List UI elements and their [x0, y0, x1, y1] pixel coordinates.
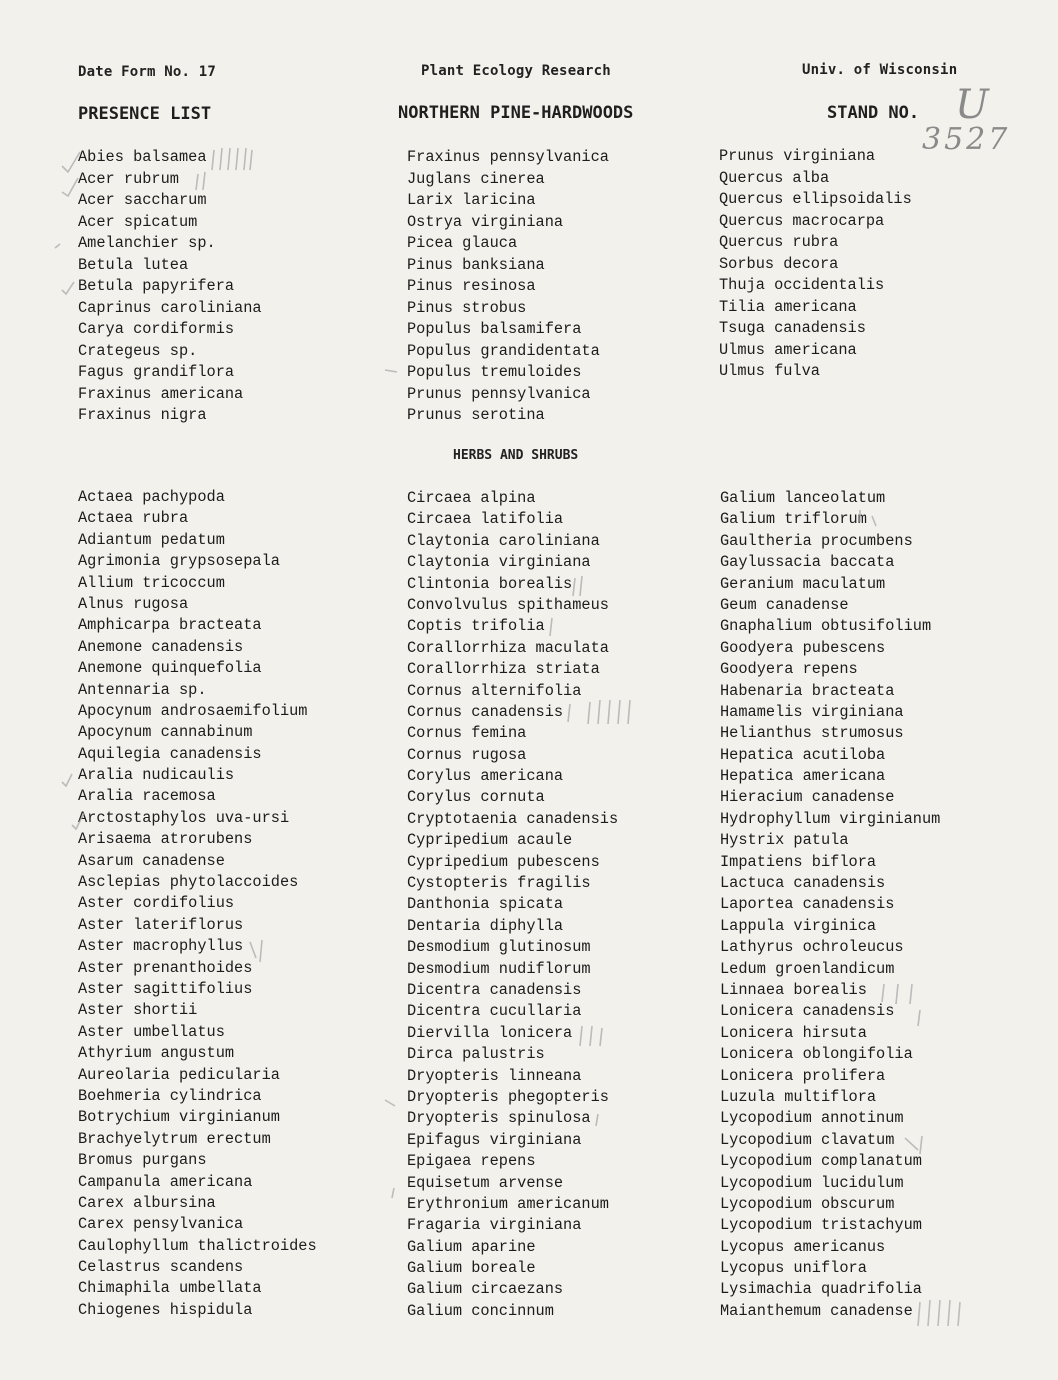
species-item: Aster prenanthoides [78, 958, 253, 977]
species-item: Corylus cornuta [407, 788, 545, 807]
species-item: Aster lateriflorus [78, 915, 244, 934]
species-item: Dryopteris phegopteris [407, 1087, 609, 1106]
species-item: Danthonia spicata [407, 895, 564, 914]
species-item: Aquilegia canadensis [78, 744, 262, 763]
species-item: Brachyelytrum erectum [78, 1129, 271, 1148]
species-item: Galium aparine [407, 1237, 536, 1256]
species-item: Galium lanceolatum [720, 489, 886, 507]
species-item: Picea glauca [407, 234, 518, 252]
species-item: Epigaea repens [407, 1152, 536, 1171]
handwritten-stand-letter: U [955, 82, 989, 128]
species-item: Fragaria virginiana [407, 1216, 582, 1235]
species-item: Lonicera canadensis [720, 1002, 895, 1021]
species-item: Claytonia caroliniana [407, 531, 600, 550]
species-item: Pinus resinosa [407, 277, 536, 295]
species-item: Corallorrhiza striata [407, 660, 600, 679]
species-item: Chiogenes hispidula [78, 1300, 253, 1319]
species-item: Galium concinnum [407, 1301, 554, 1320]
species-item: Erythronium americanum [407, 1194, 609, 1213]
species-item: Alnus rugosa [78, 594, 189, 613]
species-item: Acer spicatum [78, 212, 198, 231]
species-item: Cornus femina [407, 724, 527, 743]
species-item: Laportea canadensis [720, 895, 895, 914]
species-item: Helianthus strumosus [720, 724, 904, 743]
species-item: Aster shortii [78, 1001, 198, 1020]
species-item: Circaea latifolia [407, 510, 564, 529]
species-item: Ledum groenlandicum [720, 959, 895, 978]
form-number: Date Form No. 17 [78, 64, 217, 80]
species-item: Fraxinus nigra [78, 406, 207, 424]
species-item: Gaultheria procumbens [720, 531, 913, 550]
species-item: Fraxinus americana [78, 384, 244, 403]
species-item: Arisaema atrorubens [78, 830, 253, 849]
species-item: Lycopodium annotinum [720, 1109, 904, 1128]
species-item: Cornus alternifolia [407, 681, 582, 700]
species-item: Galium boreale [407, 1259, 536, 1278]
species-item: Lactuca canadensis [720, 874, 886, 893]
species-item: Cornus rugosa [407, 745, 527, 764]
species-item: Diervilla lonicera [407, 1023, 573, 1042]
species-item: Fraxinus pennsylvanica [407, 148, 609, 166]
herbs-heading: HERBS AND SHRUBS [453, 448, 579, 463]
species-item: Lycopodium tristachyum [720, 1216, 922, 1235]
species-item: Dicentra cucullaria [407, 1002, 582, 1021]
species-item: Actaea pachypoda [78, 488, 225, 506]
species-item: Acer rubrum [78, 169, 179, 188]
species-item: Hieracium canadense [720, 788, 895, 807]
university-label: Univ. of Wisconsin [802, 62, 958, 78]
species-item: Geranium maculatum [720, 574, 886, 593]
species-item: Lycopodium obscurum [720, 1194, 895, 1213]
species-item: Prunus serotina [407, 406, 545, 424]
species-item: Coptis trifolia [407, 617, 545, 636]
species-item: Corallorrhiza maculata [407, 638, 609, 657]
species-item: Apocynum cannabinum [78, 723, 253, 742]
species-item: Aster cordifolius [78, 894, 235, 913]
species-item: Aureolaria pedicularia [78, 1065, 280, 1084]
species-item: Caprinus caroliniana [78, 298, 262, 317]
species-item: Dicentra canadensis [407, 980, 582, 999]
species-item: Lycopodium clavatum [720, 1130, 895, 1149]
species-item: Anemone canadensis [78, 637, 244, 656]
species-item: Lonicera prolifera [720, 1066, 886, 1085]
species-item: Maianthemum canadense [720, 1301, 913, 1320]
community-title: NORTHERN PINE-HARDWOODS [398, 103, 634, 123]
species-item: Larix laricina [407, 191, 536, 209]
species-item: Actaea rubra [78, 509, 189, 528]
species-item: Habenaria bracteata [720, 681, 895, 700]
species-item: Athyrium angustum [78, 1044, 235, 1063]
species-item: Populus grandidentata [407, 341, 600, 360]
species-item: Prunus virginiana [719, 147, 876, 165]
species-item: Campanula americana [78, 1172, 253, 1191]
species-item: Gnaphalium obtusifolium [720, 617, 932, 636]
species-item: Equisetum arvense [407, 1173, 564, 1192]
species-item: Aster sagittifolius [78, 979, 253, 998]
species-item: Aster umbellatus [78, 1022, 225, 1041]
species-item: Asclepias phytolaccoides [78, 873, 299, 892]
species-item: Tsuga canadensis [719, 319, 866, 337]
species-item: Aralia nudicaulis [78, 766, 235, 785]
species-item: Prunus pennsylvanica [407, 384, 591, 403]
species-item: Betula lutea [78, 255, 189, 274]
species-item: Galium circaezans [407, 1280, 564, 1299]
species-item: Cryptotaenia canadensis [407, 809, 619, 828]
species-item: Gaylussacia baccata [720, 553, 895, 572]
species-item: Apocynum androsaemifolium [78, 701, 308, 720]
species-item: Corylus americana [407, 767, 564, 786]
species-item: Betula papyrifera [78, 277, 235, 295]
species-item: Lonicera hirsuta [720, 1023, 867, 1042]
species-item: Hepatica acutiloba [720, 745, 886, 764]
species-item: Ostrya virginiana [407, 212, 564, 231]
species-item: Dirca palustris [407, 1045, 545, 1064]
species-item: Goodyera repens [720, 660, 858, 679]
species-item: Agrimonia grypsosepala [78, 552, 280, 571]
species-item: Lycopus americanus [720, 1237, 886, 1256]
species-item: Juglans cinerea [407, 169, 545, 188]
research-label: Plant Ecology Research [421, 63, 611, 79]
species-item: Crategeus sp. [78, 341, 198, 360]
species-item: Epifagus virginiana [407, 1130, 582, 1149]
species-item: Quercus rubra [719, 233, 839, 251]
species-item: Chimaphila umbellata [78, 1279, 262, 1298]
species-item: Populus balsamifera [407, 320, 582, 338]
species-item: Ulmus fulva [719, 362, 820, 380]
species-item: Hydrophyllum virginianum [720, 809, 941, 828]
species-item: Quercus macrocarpa [719, 211, 885, 230]
species-item: Amphicarpa bracteata [78, 616, 262, 635]
species-item: Cystopteris fragilis [407, 874, 591, 893]
species-item: Lathyrus ochroleucus [720, 938, 904, 957]
species-item: Pinus strobus [407, 298, 527, 317]
species-item: Pinus banksiana [407, 255, 545, 274]
species-item: Impatiens biflora [720, 852, 877, 871]
presence-list-title: PRESENCE LIST [78, 104, 212, 124]
handwritten-stand-number: 3527 [922, 122, 1011, 157]
species-item: Fagus grandiflora [78, 363, 235, 381]
species-item: Circaea alpina [407, 489, 536, 507]
species-item: Lappula virginica [720, 916, 877, 935]
species-item: Luzula multiflora [720, 1087, 877, 1106]
species-item: Dryopteris linneana [407, 1066, 582, 1085]
species-item: Bromus purgans [78, 1151, 207, 1170]
species-item: Cypripedium pubescens [407, 852, 600, 871]
species-item: Dentaria diphylla [407, 916, 564, 935]
stand-no-label: STAND NO. [827, 103, 920, 123]
species-item: Hystrix patula [720, 831, 849, 850]
species-item: Tilia americana [719, 297, 857, 316]
species-item: Desmodium glutinosum [407, 938, 591, 957]
species-item: Lysimachia quadrifolia [720, 1280, 922, 1299]
species-item: Carex albursina [78, 1193, 216, 1212]
species-item: Acer saccharum [78, 191, 207, 209]
species-item: Lycopus uniflora [720, 1259, 867, 1278]
species-item: Boehmeria cylindrica [78, 1086, 262, 1105]
species-item: Clintonia borealis [407, 574, 573, 593]
species-item: Convolvulus spithameus [407, 595, 609, 614]
species-item: Linnaea borealis [720, 980, 867, 999]
species-item: Anemone quinquefolia [78, 659, 262, 678]
species-item: Carex pensylvanica [78, 1215, 244, 1234]
species-item: Caulophyllum thalictroides [78, 1236, 317, 1255]
species-item: Antennaria sp. [78, 680, 207, 699]
species-item: Ulmus americana [719, 340, 857, 359]
species-item: Hamamelis virginiana [720, 702, 904, 721]
species-item: Quercus alba [719, 168, 830, 187]
species-item: Aralia racemosa [78, 787, 216, 806]
species-item: Adiantum pedatum [78, 530, 225, 549]
species-item: Lonicera oblongifolia [720, 1045, 913, 1064]
species-item: Lycopodium lucidulum [720, 1173, 904, 1192]
species-item: Thuja occidentalis [719, 276, 885, 294]
species-item: Cypripedium acaule [407, 831, 573, 850]
species-item: Claytonia virginiana [407, 553, 591, 572]
species-item: Celastrus scandens [78, 1258, 244, 1277]
species-item: Allium tricoccum [78, 573, 225, 592]
species-item: Asarum canadense [78, 851, 225, 870]
species-item: Arctostaphylos uva-ursi [78, 808, 290, 827]
species-item: Dryopteris spinulosa [407, 1109, 591, 1128]
species-item: Hepatica americana [720, 767, 886, 786]
species-item: Cornus canadensis [407, 702, 564, 721]
species-item: Sorbus decora [719, 254, 839, 273]
species-item: Quercus ellipsoidalis [719, 190, 912, 208]
species-item: Desmodium nudiflorum [407, 959, 591, 978]
species-item: Lycopodium complanatum [720, 1152, 922, 1171]
species-item: Aster macrophyllus [78, 937, 244, 956]
species-item: Galium triflorum [720, 510, 867, 529]
species-item: Goodyera pubescens [720, 638, 886, 657]
species-item: Populus tremuloides [407, 363, 582, 381]
species-item: Amelanchier sp. [78, 234, 216, 252]
species-item: Geum canadense [720, 595, 849, 614]
species-item: Abies balsamea [78, 148, 207, 166]
species-item: Carya cordiformis [78, 320, 235, 338]
species-item: Botrychium virginianum [78, 1108, 280, 1127]
